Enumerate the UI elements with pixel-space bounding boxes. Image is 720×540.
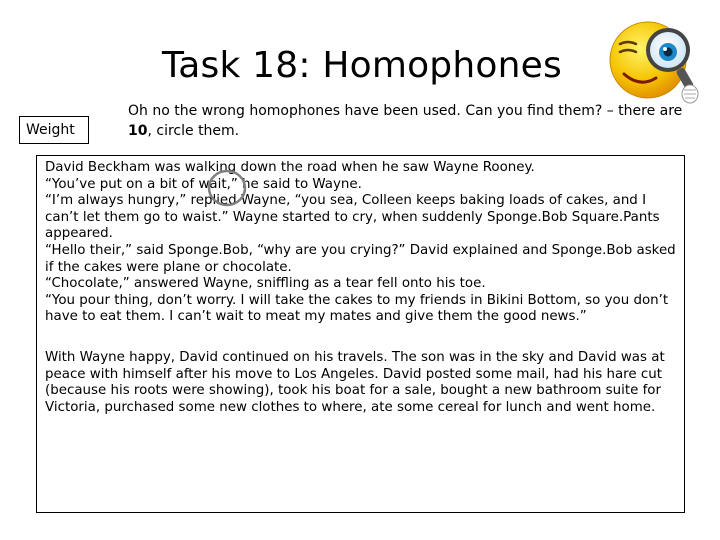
story-box <box>36 155 685 513</box>
story-paragraph: With Wayne happy, David continued on his travels. The son was in the sky and David was at peace with himself after his move to Los Angeles. David posted some mail, had his hare cut (because his roots were showing), took his boat for a sale, bought a new bathroom suite for Victoria, purchased some new clothes to where, ate some cereal for lunch and went home. <box>45 349 665 415</box>
instruction-text <box>128 101 698 141</box>
slide-title: Task 18: Homophones <box>162 45 562 86</box>
instruction-part-2: , circle them. <box>147 123 240 139</box>
circle-mark-icon <box>206 168 248 208</box>
story-paragraph: “Hello their,” said Sponge.Bob, “why are you crying?” David explained and Sponge.Bob asked if the cakes were plane or chocolate. <box>45 242 676 275</box>
story-paragraph: “You’ve put on a bit of wait,” he said to Wayne. <box>45 176 362 192</box>
story-paragraph: “Chocolate,” answered Wayne, sniffling as a tear fell onto his toe. <box>45 276 486 292</box>
story-paragraph: David Beckham was walking down the road when he saw Wayne Rooney. <box>45 160 535 175</box>
weight-label: Weight <box>19 116 89 144</box>
story-paragraph: “I’m always hungry,” replied Wayne, “you sea, Colleen keeps baking loads of cakes, and I can’t let them go to waist.” Wayne started to cry, when suddenly Sponge.Bob Square.Pants appeared. <box>45 193 660 242</box>
magnifying-glass-emoji-icon <box>606 14 706 106</box>
story-paragraph: “You pour thing, don’t worry. I will take the cakes to my friends in Bikini Bottom, so you don’t have to eat them. I can’t wait to meat my mates and give them the good news.” <box>45 292 669 325</box>
instruction-part-1: Oh no the wrong homophones have been used. Can you find them? – there are <box>128 103 683 119</box>
instruction-count: 10 <box>128 123 148 139</box>
